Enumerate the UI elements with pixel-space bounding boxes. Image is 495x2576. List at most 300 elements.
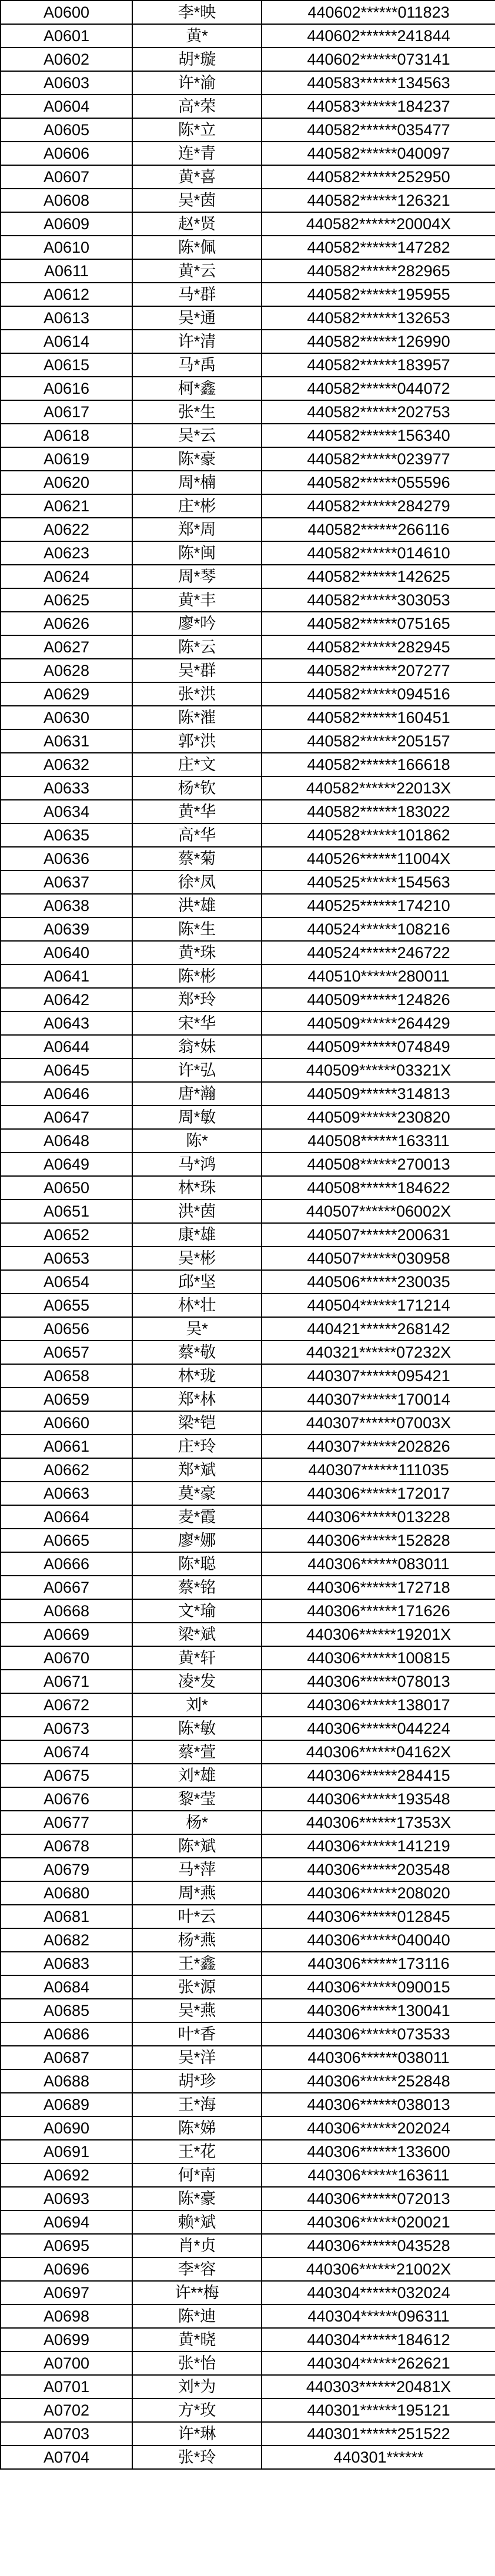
masked-id-number-cell: 440306******19201X <box>262 1623 495 1646</box>
record-code-cell: A0644 <box>1 1035 132 1058</box>
table-row <box>1 1341 495 1364</box>
masked-name-cell: 马*萍 <box>132 1858 262 1881</box>
masked-id-number-cell: 440306******013228 <box>262 1505 495 1529</box>
masked-id-number-cell: 440307******202826 <box>262 1435 495 1458</box>
table-row <box>1 2304 495 2328</box>
masked-id-number-cell: 440306******043528 <box>262 2234 495 2257</box>
masked-id-number-cell: 440301******195121 <box>262 2399 495 2422</box>
record-code-cell: A0633 <box>1 776 132 800</box>
record-code-cell: A0641 <box>1 964 132 988</box>
table-row <box>1 353 495 377</box>
masked-name-cell: 洪*茵 <box>132 1200 262 1223</box>
masked-id-number-cell: 440582******014610 <box>262 541 495 565</box>
masked-name-cell: 陈*漼 <box>132 706 262 729</box>
table-row <box>1 2210 495 2234</box>
table-row <box>1 588 495 612</box>
masked-id-number-cell: 440306******090015 <box>262 1975 495 1999</box>
table-row <box>1 189 495 212</box>
record-code-cell: A0691 <box>1 2140 132 2163</box>
table-row <box>1 1 495 24</box>
table-row <box>1 1176 495 1200</box>
masked-id-number-cell: 440582******023977 <box>262 447 495 471</box>
record-code-cell: A0683 <box>1 1952 132 1975</box>
masked-id-number-cell: 440507******200631 <box>262 1223 495 1247</box>
masked-id-number-cell: 440525******154563 <box>262 870 495 894</box>
table-row <box>1 494 495 518</box>
record-code-cell: A0610 <box>1 236 132 259</box>
record-code-cell: A0612 <box>1 283 132 306</box>
record-code-cell: A0675 <box>1 1764 132 1787</box>
masked-name-cell: 张*玲 <box>132 2446 262 2469</box>
masked-name-cell: 马*禹 <box>132 353 262 377</box>
masked-name-cell: 陈*斌 <box>132 1834 262 1858</box>
masked-id-number-cell: 440306******172017 <box>262 1482 495 1505</box>
table-row <box>1 377 495 400</box>
record-code-cell: A0614 <box>1 330 132 353</box>
masked-name-cell: 廖*娜 <box>132 1529 262 1552</box>
record-code-cell: A0669 <box>1 1623 132 1646</box>
masked-name-cell: 方*玫 <box>132 2399 262 2422</box>
masked-id-number-cell: 440504******171214 <box>262 1294 495 1317</box>
table-row <box>1 95 495 118</box>
record-code-cell: A0697 <box>1 2281 132 2304</box>
masked-name-cell: 黄* <box>132 24 262 48</box>
masked-id-number-cell: 440306******17353X <box>262 1811 495 1834</box>
table-row <box>1 1458 495 1482</box>
masked-id-number-cell: 440306******203548 <box>262 1858 495 1881</box>
masked-name-cell: 黄*丰 <box>132 588 262 612</box>
table-row <box>1 753 495 776</box>
masked-name-cell: 连*青 <box>132 142 262 165</box>
masked-id-number-cell: 440582******195955 <box>262 283 495 306</box>
masked-name-cell: 唐*瀚 <box>132 1082 262 1106</box>
table-row <box>1 2281 495 2304</box>
masked-name-cell: 许*渝 <box>132 71 262 95</box>
masked-name-cell: 吴*茵 <box>132 189 262 212</box>
masked-id-number-cell: 440306******252848 <box>262 2069 495 2093</box>
records-table-body <box>1 1 495 2469</box>
table-row <box>1 1740 495 1764</box>
record-code-cell: A0616 <box>1 377 132 400</box>
masked-id-number-cell: 440306******078013 <box>262 1670 495 1693</box>
table-row <box>1 1881 495 1905</box>
masked-name-cell: 郭*洪 <box>132 729 262 753</box>
table-row <box>1 2446 495 2469</box>
table-row <box>1 964 495 988</box>
table-row <box>1 1975 495 1999</box>
record-code-cell: A0661 <box>1 1435 132 1458</box>
table-row <box>1 2234 495 2257</box>
record-code-cell: A0624 <box>1 565 132 588</box>
table-row <box>1 706 495 729</box>
masked-id-number-cell: 440306******038013 <box>262 2093 495 2116</box>
masked-id-number-cell: 440303******20481X <box>262 2375 495 2399</box>
masked-id-number-cell: 440509******264429 <box>262 1011 495 1035</box>
record-code-cell: A0652 <box>1 1223 132 1247</box>
table-row <box>1 2116 495 2140</box>
masked-name-cell: 郑*玲 <box>132 988 262 1011</box>
table-row <box>1 729 495 753</box>
table-row <box>1 71 495 95</box>
masked-name-cell: 林*壮 <box>132 1294 262 1317</box>
masked-id-number-cell: 440306******21002X <box>262 2257 495 2281</box>
table-row <box>1 1928 495 1952</box>
masked-name-cell: 马*群 <box>132 283 262 306</box>
record-code-cell: A0704 <box>1 2446 132 2469</box>
record-code-cell: A0626 <box>1 612 132 635</box>
masked-id-number-cell: 440582******266116 <box>262 518 495 541</box>
masked-name-cell: 周*琴 <box>132 565 262 588</box>
record-code-cell: A0620 <box>1 471 132 494</box>
record-code-cell: A0680 <box>1 1881 132 1905</box>
record-code-cell: A0658 <box>1 1364 132 1388</box>
record-code-cell: A0619 <box>1 447 132 471</box>
masked-name-cell: 吴*洋 <box>132 2046 262 2069</box>
table-row <box>1 1082 495 1106</box>
masked-name-cell: 陈*彬 <box>132 964 262 988</box>
table-row <box>1 2163 495 2187</box>
masked-name-cell: 李*映 <box>132 1 262 24</box>
table-row <box>1 1834 495 1858</box>
masked-id-number-cell: 440602******011823 <box>262 1 495 24</box>
table-row <box>1 1952 495 1975</box>
masked-name-cell: 胡*璇 <box>132 48 262 71</box>
table-row <box>1 1764 495 1787</box>
masked-id-number-cell: 440306******163611 <box>262 2163 495 2187</box>
record-code-cell: A0679 <box>1 1858 132 1881</box>
record-code-cell: A0608 <box>1 189 132 212</box>
masked-id-number-cell: 440306******083011 <box>262 1552 495 1576</box>
masked-name-cell: 许*弘 <box>132 1058 262 1082</box>
record-code-cell: A0702 <box>1 2399 132 2422</box>
record-code-cell: A0637 <box>1 870 132 894</box>
masked-name-cell: 庄*玲 <box>132 1435 262 1458</box>
table-row <box>1 447 495 471</box>
masked-id-number-cell: 440509******230820 <box>262 1106 495 1129</box>
masked-name-cell: 莫*豪 <box>132 1482 262 1505</box>
table-row <box>1 165 495 189</box>
masked-name-cell: 廖*吟 <box>132 612 262 635</box>
table-row <box>1 1717 495 1740</box>
masked-name-cell: 许*琳 <box>132 2422 262 2446</box>
record-code-cell: A0698 <box>1 2304 132 2328</box>
table-row <box>1 1058 495 1082</box>
masked-name-cell: 陈*娣 <box>132 2116 262 2140</box>
table-row <box>1 24 495 48</box>
table-row <box>1 48 495 71</box>
table-row <box>1 1364 495 1388</box>
masked-name-cell: 李*容 <box>132 2257 262 2281</box>
masked-id-number-cell: 440306******073533 <box>262 2022 495 2046</box>
record-code-cell: A0700 <box>1 2351 132 2375</box>
masked-id-number-cell: 440582******094516 <box>262 682 495 706</box>
table-row <box>1 283 495 306</box>
masked-id-number-cell: 440307******111035 <box>262 1458 495 1482</box>
masked-id-number-cell: 440582******035477 <box>262 118 495 142</box>
masked-id-number-cell: 440582******126321 <box>262 189 495 212</box>
table-row <box>1 400 495 424</box>
masked-name-cell: 刘*雄 <box>132 1764 262 1787</box>
masked-id-number-cell: 440582******044072 <box>262 377 495 400</box>
table-row <box>1 635 495 659</box>
record-code-cell: A0672 <box>1 1693 132 1717</box>
record-code-cell: A0650 <box>1 1176 132 1200</box>
table-row <box>1 847 495 870</box>
masked-id-number-cell: 440306******133600 <box>262 2140 495 2163</box>
record-code-cell: A0639 <box>1 917 132 941</box>
masked-name-cell: 胡*珍 <box>132 2069 262 2093</box>
table-row <box>1 118 495 142</box>
record-code-cell: A0615 <box>1 353 132 377</box>
masked-name-cell: 陈*佩 <box>132 236 262 259</box>
masked-name-cell: 庄*彬 <box>132 494 262 518</box>
masked-name-cell: 黄*喜 <box>132 165 262 189</box>
record-code-cell: A0674 <box>1 1740 132 1764</box>
masked-id-number-cell: 440582******252950 <box>262 165 495 189</box>
table-row <box>1 212 495 236</box>
table-row <box>1 1482 495 1505</box>
masked-id-number-cell: 440526******11004X <box>262 847 495 870</box>
record-code-cell: A0696 <box>1 2257 132 2281</box>
table-row <box>1 776 495 800</box>
table-row <box>1 1858 495 1881</box>
table-row <box>1 917 495 941</box>
masked-id-number-cell: 440528******101862 <box>262 823 495 847</box>
masked-name-cell: 张*源 <box>132 1975 262 1999</box>
record-code-cell: A0689 <box>1 2093 132 2116</box>
masked-name-cell: 宋*华 <box>132 1011 262 1035</box>
masked-id-number-cell: 440509******074849 <box>262 1035 495 1058</box>
masked-name-cell: 王*鑫 <box>132 1952 262 1975</box>
masked-id-number-cell: 440582******284279 <box>262 494 495 518</box>
table-row <box>1 2187 495 2210</box>
masked-name-cell: 陈*生 <box>132 917 262 941</box>
masked-name-cell: 杨*钦 <box>132 776 262 800</box>
record-code-cell: A0604 <box>1 95 132 118</box>
table-row <box>1 2399 495 2422</box>
record-code-cell: A0664 <box>1 1505 132 1529</box>
table-row <box>1 941 495 964</box>
record-code-cell: A0693 <box>1 2187 132 2210</box>
masked-name-cell: 王*海 <box>132 2093 262 2116</box>
masked-name-cell: 吴*云 <box>132 424 262 447</box>
masked-id-number-cell: 440509******124826 <box>262 988 495 1011</box>
masked-id-number-cell: 440582******207277 <box>262 659 495 682</box>
table-row <box>1 2046 495 2069</box>
record-code-cell: A0686 <box>1 2022 132 2046</box>
masked-id-number-cell: 440307******07003X <box>262 1411 495 1435</box>
record-code-cell: A0654 <box>1 1270 132 1294</box>
table-row <box>1 1200 495 1223</box>
masked-id-number-cell: 440306******020021 <box>262 2210 495 2234</box>
masked-id-number-cell: 440582******147282 <box>262 236 495 259</box>
masked-name-cell: 许*清 <box>132 330 262 353</box>
masked-id-number-cell: 440304******262621 <box>262 2351 495 2375</box>
masked-id-number-cell: 440509******314813 <box>262 1082 495 1106</box>
masked-id-number-cell: 440510******280011 <box>262 964 495 988</box>
masked-name-cell: 凌*发 <box>132 1670 262 1693</box>
table-row <box>1 1623 495 1646</box>
masked-id-number-cell: 440507******06002X <box>262 1200 495 1223</box>
table-row <box>1 2069 495 2093</box>
table-row <box>1 1153 495 1176</box>
table-row <box>1 2328 495 2351</box>
table-row <box>1 2257 495 2281</box>
table-row <box>1 424 495 447</box>
masked-name-cell: 张*生 <box>132 400 262 424</box>
table-row <box>1 1035 495 1058</box>
masked-id-number-cell: 440306******193548 <box>262 1787 495 1811</box>
table-row <box>1 1787 495 1811</box>
table-row <box>1 1811 495 1834</box>
masked-name-cell: 陈*立 <box>132 118 262 142</box>
table-row <box>1 1011 495 1035</box>
masked-name-cell: 陈*闽 <box>132 541 262 565</box>
masked-name-cell: 许**梅 <box>132 2281 262 2304</box>
masked-id-number-cell: 440582******282945 <box>262 635 495 659</box>
masked-name-cell: 蔡*萱 <box>132 1740 262 1764</box>
record-code-cell: A0621 <box>1 494 132 518</box>
table-row <box>1 1693 495 1717</box>
record-code-cell: A0642 <box>1 988 132 1011</box>
record-code-cell: A0640 <box>1 941 132 964</box>
record-code-cell: A0602 <box>1 48 132 71</box>
masked-name-cell: 周*燕 <box>132 1881 262 1905</box>
masked-id-number-cell: 440306******171626 <box>262 1599 495 1623</box>
record-code-cell: A0622 <box>1 518 132 541</box>
masked-name-cell: 杨*燕 <box>132 1928 262 1952</box>
table-row <box>1 1576 495 1599</box>
record-code-cell: A0690 <box>1 2116 132 2140</box>
masked-id-number-cell: 440304******032024 <box>262 2281 495 2304</box>
record-code-cell: A0663 <box>1 1482 132 1505</box>
masked-name-cell: 吴*通 <box>132 306 262 330</box>
record-code-cell: A0682 <box>1 1928 132 1952</box>
record-code-cell: A0687 <box>1 2046 132 2069</box>
masked-name-cell: 郑*林 <box>132 1388 262 1411</box>
masked-name-cell: 翁*妹 <box>132 1035 262 1058</box>
masked-name-cell: 郑*周 <box>132 518 262 541</box>
masked-id-number-cell: 440508******270013 <box>262 1153 495 1176</box>
record-code-cell: A0666 <box>1 1552 132 1576</box>
table-row <box>1 1129 495 1153</box>
table-row <box>1 1270 495 1294</box>
masked-name-cell: 吴*彬 <box>132 1247 262 1270</box>
record-code-cell: A0699 <box>1 2328 132 2351</box>
record-code-cell: A0668 <box>1 1599 132 1623</box>
masked-name-cell: 陈*迪 <box>132 2304 262 2328</box>
record-code-cell: A0677 <box>1 1811 132 1834</box>
table-row <box>1 1529 495 1552</box>
table-row <box>1 2375 495 2399</box>
masked-id-number-cell: 440582******166618 <box>262 753 495 776</box>
record-code-cell: A0673 <box>1 1717 132 1740</box>
masked-id-number-cell: 440582******20004X <box>262 212 495 236</box>
masked-name-cell: 陈*豪 <box>132 2187 262 2210</box>
masked-name-cell: 吴*燕 <box>132 1999 262 2022</box>
record-code-cell: A0632 <box>1 753 132 776</box>
record-code-cell: A0618 <box>1 424 132 447</box>
masked-name-cell: 叶*云 <box>132 1905 262 1928</box>
record-code-cell: A0657 <box>1 1341 132 1364</box>
record-code-cell: A0628 <box>1 659 132 682</box>
masked-name-cell: 杨* <box>132 1811 262 1834</box>
masked-id-number-cell: 440306******100815 <box>262 1646 495 1670</box>
table-row <box>1 2422 495 2446</box>
masked-id-number-cell: 440582******132653 <box>262 306 495 330</box>
record-code-cell: A0603 <box>1 71 132 95</box>
table-row <box>1 471 495 494</box>
masked-name-cell: 马*鸿 <box>132 1153 262 1176</box>
table-row <box>1 1223 495 1247</box>
masked-id-number-cell: 440306******138017 <box>262 1693 495 1717</box>
masked-name-cell: 黄*晓 <box>132 2328 262 2351</box>
record-code-cell: A0606 <box>1 142 132 165</box>
masked-name-cell: 林*珑 <box>132 1364 262 1388</box>
masked-id-number-cell: 440582******303053 <box>262 588 495 612</box>
table-row <box>1 1317 495 1341</box>
masked-id-number-cell: 440306******284415 <box>262 1764 495 1787</box>
masked-name-cell: 蔡*敬 <box>132 1341 262 1364</box>
record-code-cell: A0611 <box>1 259 132 283</box>
masked-name-cell: 黄*轩 <box>132 1646 262 1670</box>
record-code-cell: A0671 <box>1 1670 132 1693</box>
table-row <box>1 541 495 565</box>
masked-id-number-cell: 440306******141219 <box>262 1834 495 1858</box>
masked-id-number-cell: 440582******040097 <box>262 142 495 165</box>
table-row <box>1 800 495 823</box>
masked-name-cell: 黄*云 <box>132 259 262 283</box>
masked-id-number-cell: 440582******156340 <box>262 424 495 447</box>
table-row <box>1 142 495 165</box>
table-row <box>1 612 495 635</box>
table-row <box>1 1505 495 1529</box>
masked-name-cell: 张*怡 <box>132 2351 262 2375</box>
record-code-cell: A0629 <box>1 682 132 706</box>
masked-id-number-cell: 440524******108216 <box>262 917 495 941</box>
record-code-cell: A0649 <box>1 1153 132 1176</box>
table-row <box>1 1247 495 1270</box>
masked-name-cell: 陈*云 <box>132 635 262 659</box>
table-row <box>1 1999 495 2022</box>
masked-id-number-cell: 440507******030958 <box>262 1247 495 1270</box>
masked-name-cell: 康*雄 <box>132 1223 262 1247</box>
masked-name-cell: 郑*斌 <box>132 1458 262 1482</box>
masked-name-cell: 蔡*菊 <box>132 847 262 870</box>
masked-id-number-cell: 440525******174210 <box>262 894 495 917</box>
masked-id-number-cell: 440582******055596 <box>262 471 495 494</box>
masked-name-cell: 吴*群 <box>132 659 262 682</box>
record-code-cell: A0623 <box>1 541 132 565</box>
table-row <box>1 1552 495 1576</box>
record-code-cell: A0646 <box>1 1082 132 1106</box>
table-row <box>1 236 495 259</box>
masked-id-number-cell: 440301******251522 <box>262 2422 495 2446</box>
masked-name-cell: 黄*华 <box>132 800 262 823</box>
record-code-cell: A0638 <box>1 894 132 917</box>
record-code-cell: A0703 <box>1 2422 132 2446</box>
record-code-cell: A0701 <box>1 2375 132 2399</box>
table-row <box>1 659 495 682</box>
masked-id-number-cell: 440306******04162X <box>262 1740 495 1764</box>
masked-name-cell: 蔡*铭 <box>132 1576 262 1599</box>
masked-id-number-cell: 440307******170014 <box>262 1388 495 1411</box>
record-code-cell: A0662 <box>1 1458 132 1482</box>
masked-name-cell: 洪*雄 <box>132 894 262 917</box>
masked-name-cell: 赵*贤 <box>132 212 262 236</box>
table-row <box>1 1388 495 1411</box>
masked-id-number-cell: 440306******044224 <box>262 1717 495 1740</box>
